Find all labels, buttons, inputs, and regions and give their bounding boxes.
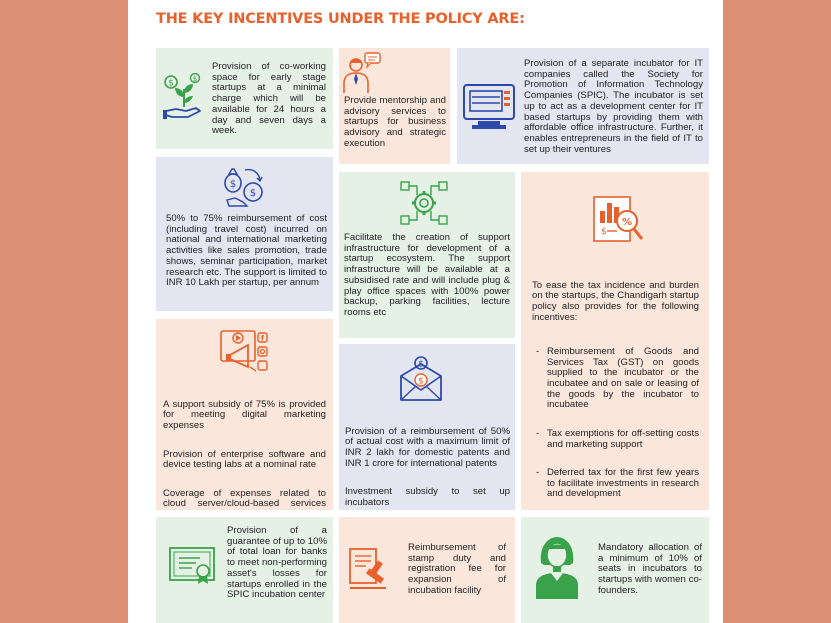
certificate-icon [168, 545, 218, 585]
tax-intro: To ease the tax incidence and burden on the startups, the Chandigarh startup policy also provides for the following incentives: [532, 279, 699, 323]
digital-marketing-p1: A support subsidy of 75% is provided for meeting digital marketing expenses [163, 398, 326, 432]
list-item: - Tax exemptions for off-setting costs and marketing support [532, 429, 699, 450]
digital-marketing-text [163, 389, 326, 510]
stamp-document-icon [346, 547, 390, 591]
card-guarantee [156, 517, 333, 623]
policy-page [128, 0, 723, 623]
svg-text:$: $ [168, 78, 174, 89]
page-title: THE KEY INCENTIVES UNDER THE POLICY ARE: [156, 11, 525, 27]
card-infrastructure [339, 172, 515, 338]
mentor-speech-icon [342, 51, 382, 95]
digital-marketing-p2: Provision of enterprise software and device testing labs at a nominal rate [163, 448, 326, 471]
incubator-text: Provision of a separate incubator for IT companies called the Society for Promotion of Information Technology Companies (SPIC). The incubator is set up to act as a development center for IT based startups by providing them with affordable office infrastructure. Further, it enables entrepreneurs in the field of IT to set up their ventures [524, 58, 703, 155]
tax-text [532, 270, 699, 510]
patents-p2: Investment subsidy to set up incubators [345, 486, 510, 508]
tax-list [532, 336, 699, 510]
women-founders-text: Mandatory allocation of a minimum of 10% of seats in incubators to startups with women co-founders. [598, 542, 702, 596]
reimbursement-text: 50% to 75% reimbursement of cost (including travel cost) incurred on national and international marketing activities like sales promotion, trade shows, seminar participation, market research etc. The support is limited to INR 10 Lakh per startup, per annum [166, 213, 327, 289]
envelope-money-icon [398, 354, 444, 402]
svg-text:$: $ [418, 376, 424, 387]
tax-chart-magnifier-icon [591, 187, 645, 249]
svg-text:$: $ [192, 75, 198, 83]
card-stamp-duty [339, 517, 515, 623]
money-bags-cycle-icon [223, 164, 265, 208]
megaphone-social-icon [218, 327, 270, 377]
card-tax [521, 172, 709, 510]
svg-text:f: f [260, 334, 265, 343]
card-women-founders [521, 517, 709, 623]
gear-network-icon [399, 180, 449, 226]
svg-text:$: $ [229, 179, 237, 190]
card-mentorship [339, 48, 450, 164]
patents-text [345, 416, 510, 510]
svg-text:$: $ [249, 188, 257, 199]
card-patents [339, 344, 515, 510]
patents-p1: Provision of a reimbursement of 50% of actual cost with a maximum limit of INR 2 lakh for domestic patents and INR 1 crore for international patents [345, 425, 510, 469]
infrastructure-text: Facilitate the creation of support infrastructure for development of a startup ecosystem. The support infrastructure will be available at a subsidised rate and will include plug & play office spaces with 100% power backup, parking facilities, lecture rooms etc [344, 232, 510, 318]
mentorship-text: Provide mentorship and advisory services to startups for business advisory and strategic execution [344, 95, 446, 149]
svg-text:$: $ [601, 227, 607, 237]
svg-text:%: % [621, 217, 633, 228]
card-coworking [156, 48, 333, 149]
digital-marketing-p3: Coverage of expenses related to cloud server/cloud-based services [163, 487, 326, 510]
card-reimbursement [156, 157, 333, 311]
list-item: - Deferred tax for the first few years to facilitate investments in research and development [532, 468, 699, 500]
svg-text:$: $ [418, 359, 424, 370]
stamp-duty-text: Reimbursement of stamp duty and registration fee for expansion of incubation facility [408, 542, 506, 596]
plant-money-hand-icon [162, 73, 206, 123]
computer-server-icon [462, 81, 516, 131]
coworking-text: Provision of co-working space for early stage startups at a minimal charge which will be available for 24 hours a day and seven days a week. [212, 61, 326, 137]
woman-founder-icon [534, 535, 580, 603]
list-item: - Reimbursement of Goods and Services Tax (GST) on goods supplied to the incubator or the incubatee and on sale or leasing of the goods by the incubator to incubatee [532, 347, 699, 411]
card-incubator [457, 48, 709, 164]
guarantee-text: Provision of a guarantee of up to 10% of total loan for banks to meet non-performing asset's losses for startups enrolled in the SPIC incubation center [227, 525, 327, 601]
card-digital-marketing [156, 319, 333, 510]
